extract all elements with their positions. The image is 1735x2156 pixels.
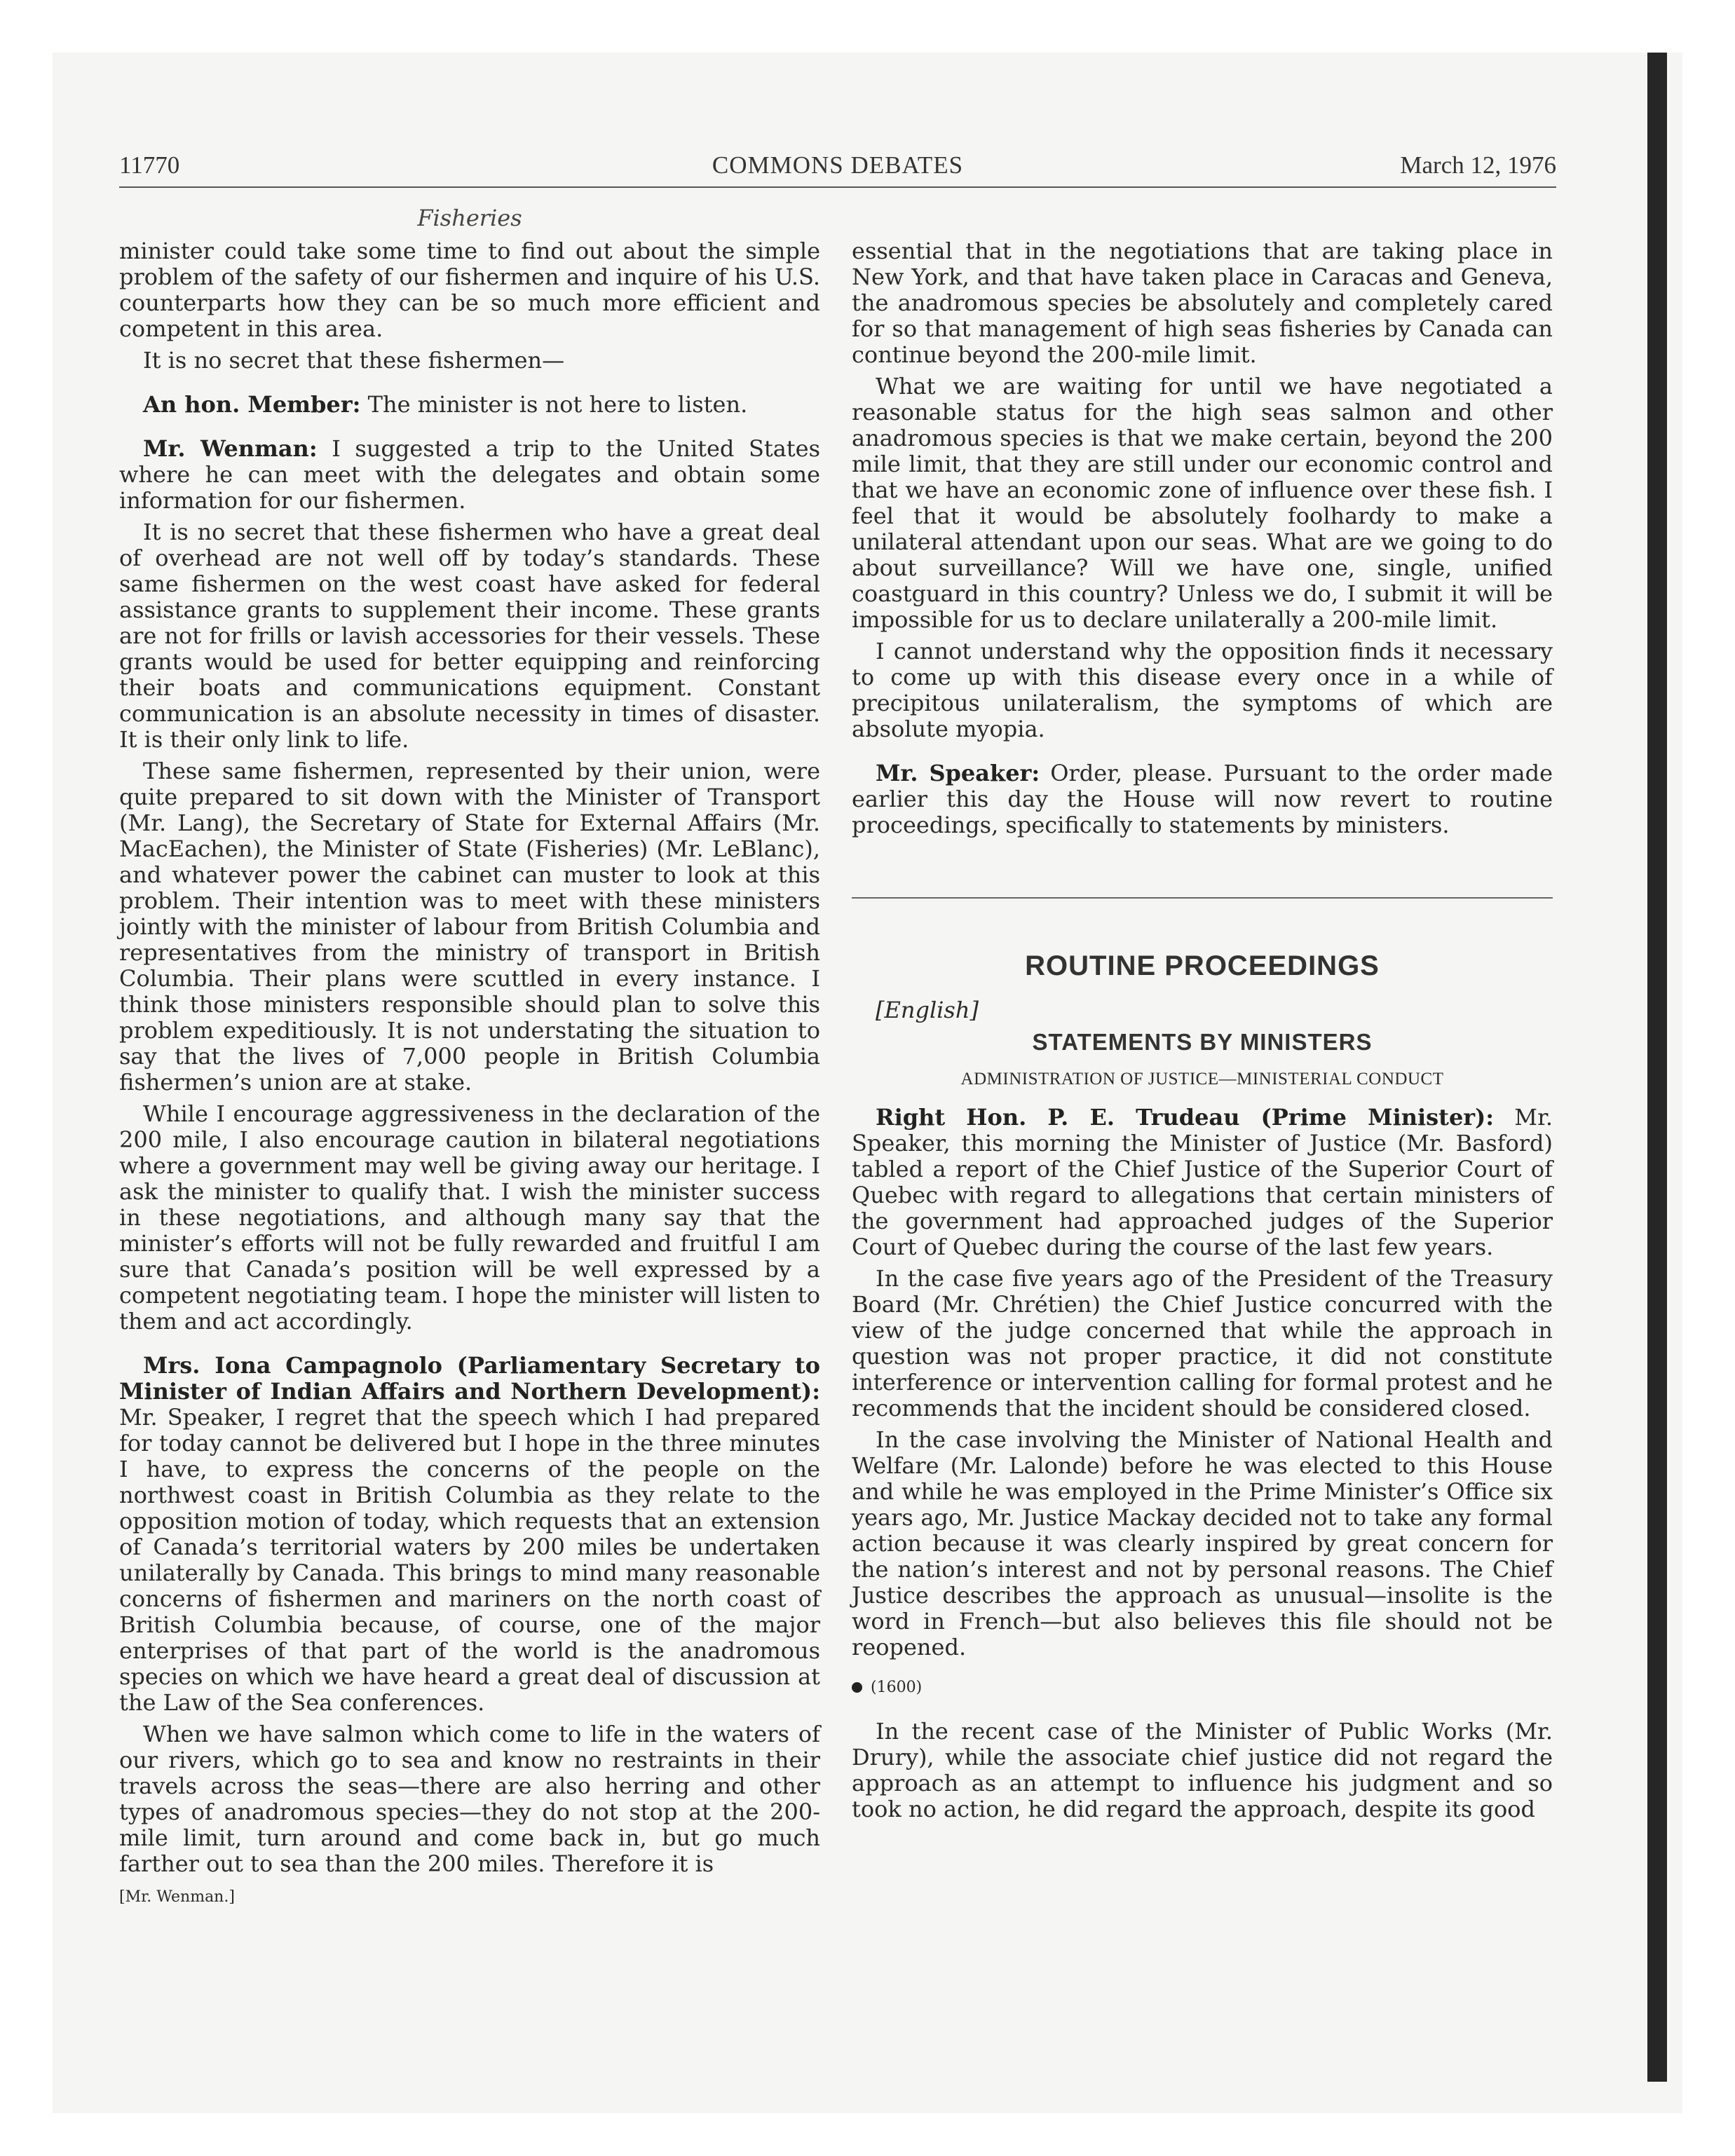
- time-marker-text: (1600): [871, 1679, 923, 1696]
- speech: [852, 1105, 1553, 1260]
- paragraph: What we are waiting for until we have negotiated a reasonable status for the high seas salmon and other anadromous species is that we make certain, beyond the 200 mile limit, that they are still under our economic control and that we have an economic zone of influence over these fish. I feel that it would be absolutely foolhardy to make a unilateral attendant upon our seas. What are we going to do about surveillance? Will we have one, single, unified coastguard in this country? Unless we do, I submit it will be impossible for us to declare unilaterally a 200-mile limit.: [852, 373, 1553, 633]
- right-column: [852, 238, 1553, 1828]
- paragraph: It is no secret that these fishermen—: [143, 347, 565, 374]
- paragraph: minister could take some time to find out about the simple problem of the safety of our fishermen and inquire of his U.S. counterparts how they can be so much more efficient and competent in this area.: [119, 238, 820, 342]
- paragraph: I cannot understand why the opposition finds it necessary to come up with this disease every once in a while of precipitous unilateralism, the symptoms of which are absolute myopia.: [852, 638, 1553, 742]
- paragraph: It is no secret that these fishermen who have a great deal of overhead are not well off by today’s standards. These same fishermen on the west coast have asked for federal assistance grants to supplement their income. These grants are not for frills or lavish accessories for their vessels. These grants would be used for better equipping and reinforcing their boats and communications equipment. Constant communication is an absolute necessity in times of disaster. It is their only link to life.: [119, 519, 820, 753]
- continuation-note: [Mr. Wenman.]: [119, 1888, 235, 1906]
- speech-text: Order, please. Pursuant to the order made earlier this day the House will now revert to routine proceedings, specifically to statements by ministers.: [852, 760, 1553, 838]
- section-divider: [852, 897, 1553, 899]
- left-column: [119, 238, 820, 1910]
- paragraph: In the recent case of the Minister of Public Works (Mr. Drury), while the associate chief justice did not regard the approach as an attempt to influence his judgment and so took no action, he did regard the approach, despite its good: [852, 1718, 1553, 1822]
- minor-heading: STATEMENTS BY MINISTERS: [1032, 1029, 1373, 1055]
- paragraph: When we have salmon which come to life in the waters of our rivers, which go to sea and know no restraints in their travels across the seas—there are also herring and other types of anadromous species—they do not stop at the 200-mile limit, turn around and come back in, but go much farther out to sea than the 200 miles. Therefore it is: [119, 1721, 820, 1877]
- paragraph: In the case involving the Minister of National Health and Welfare (Mr. Lalonde) before he was elected to this House and while he was employed in the Prime Minister’s Office six years ago, Mr. Justice Mackay decided not to take any formal action because it was clearly inspired by great concern for the nation’s interest and not by personal reasons. The Chief Justice describes the approach as unusual—insolite is the word in French—but also believes this file should not be reopened.: [852, 1426, 1553, 1660]
- paragraph: In the case five years ago of the President of the Treasury Board (Mr. Chrétien) the Chief Justice concurred with the view of the judge concerned that while the approach in question was not proper practice, it did not constitute interference or intervention calling for formal protest and he recommends that the incident should be considered closed.: [852, 1265, 1553, 1421]
- issue-date: March 12, 1976: [1400, 151, 1556, 179]
- bullet-icon: [852, 1682, 862, 1693]
- speech-text: I suggested a trip to the United States where he can meet with the delegates and obtain some information for our fishermen.: [119, 435, 821, 514]
- section-label: Fisheries: [417, 205, 522, 231]
- speaker-name: Mr. Speaker:: [876, 760, 1040, 786]
- speech-text: The minister is not here to listen.: [367, 391, 748, 418]
- speaker-name: Right Hon. P. E. Trudeau (Prime Minister):: [876, 1104, 1495, 1131]
- speech: [119, 1353, 820, 1716]
- page-number: 11770: [119, 151, 180, 179]
- language-tag: [English]: [876, 997, 979, 1023]
- speech-text: Mr. Speaker, this morning the Minister of Justice (Mr. Basford) tabled a report of the Chief Justice of the Superior Court of Quebec with regard to allegations that certain ministers of the government had approached judges of the Superior Court of Quebec during the course of the last few years.: [852, 1104, 1553, 1260]
- speech: [119, 392, 820, 418]
- speech: [852, 760, 1553, 838]
- scan-edge-bar: [1647, 53, 1667, 2082]
- speaker-name: Mr. Wenman:: [143, 435, 318, 462]
- subject-heading: ADMINISTRATION OF JUSTICE—MINISTERIAL CONDUCT: [960, 1070, 1444, 1089]
- speech-text: Mr. Speaker, I regret that the speech which I had prepared for today cannot be delivered but I hope in the three minutes I have, to express the concerns of the people on the northwest coast in British Columbia as they relate to the opposition motion of today, which requests that an extension of Canada’s territorial waters by 200 miles be undertaken unilaterally by Canada. This brings to mind many reasonable concerns of fishermen and mariners on the north coast of British Columbia because, of course, one of the major enterprises of that part of the world is the anadromous species on which we have heard a great deal of discussion at the Law of the Sea conferences.: [119, 1404, 820, 1716]
- speaker-name: Mrs. Iona Campagnolo (Parliamentary Secretary to Minister of Indian Affairs and Northern Development):: [119, 1352, 820, 1405]
- major-heading: ROUTINE PROCEEDINGS: [1025, 950, 1380, 981]
- publication-title: COMMONS DEBATES: [712, 151, 964, 179]
- paragraph: While I encourage aggressiveness in the declaration of the 200 mile, I also encourage caution in bilateral negotiations where a government may well be giving away our heritage. I ask the minister to qualify that. I wish the minister success in these negotiations, and although many say that the minister’s efforts will not be fully rewarded and fruitful I am sure that Canada’s position will be well expressed by a competent negotiating team. I hope the minister will listen to them and act accordingly.: [119, 1100, 820, 1335]
- speaker-name: An hon. Member:: [143, 391, 361, 418]
- paragraph: These same fishermen, represented by their union, were quite prepared to sit down with the Minister of Transport (Mr. Lang), the Secretary of State for External Affairs (Mr. MacEachen), the Minister of State (Fisheries) (Mr. LeBlanc), and whatever power the cabinet can muster to look at this problem. Their intention was to meet with these ministers jointly with the minister of labour from British Columbia and representatives from the ministry of transport in British Columbia. Their plans were scuttled in every instance. I think those ministers responsible should plan to solve this problem expeditiously. It is not understating the situation to say that the lives of 7,000 people in British Columbia fishermen’s union are at stake.: [119, 758, 820, 1096]
- time-marker: [852, 1674, 1553, 1700]
- speech: [119, 436, 820, 514]
- running-head: [119, 151, 1556, 188]
- paragraph: essential that in the negotiations that are taking place in New York, and that have taken place in Caracas and Geneva, the anadromous species be absolutely and completely cared for so that management of high seas fisheries by Canada can continue beyond the 200-mile limit.: [852, 238, 1553, 368]
